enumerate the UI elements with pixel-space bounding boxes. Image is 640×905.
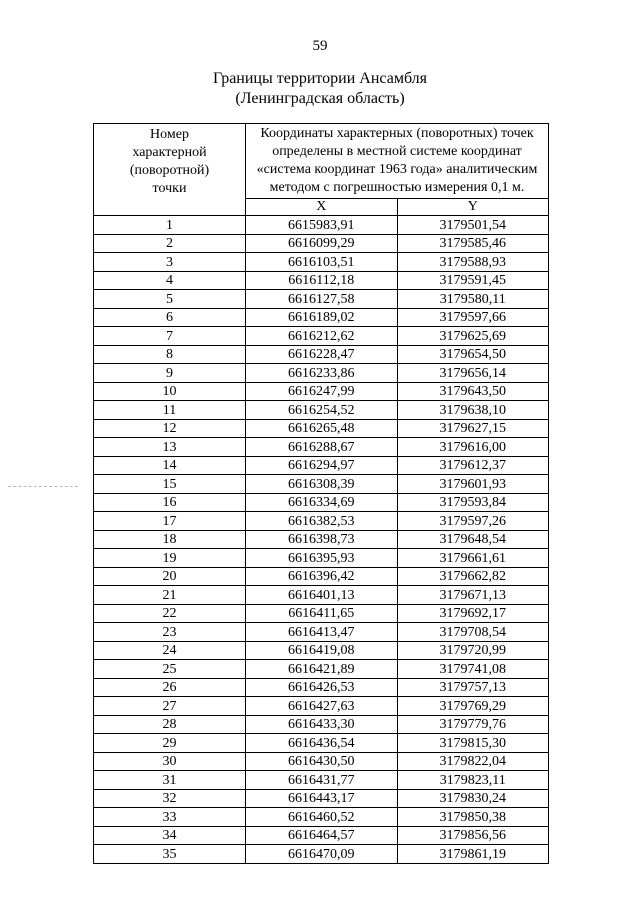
table-body bbox=[94, 216, 549, 864]
x-coordinate-cell: 6616411,65 bbox=[246, 605, 398, 623]
point-number-cell: 27 bbox=[94, 697, 246, 716]
point-number-cell: 28 bbox=[94, 716, 246, 734]
point-number-cell: 2 bbox=[94, 235, 246, 253]
point-number-cell: 14 bbox=[94, 457, 246, 475]
page-number: 59 bbox=[312, 38, 328, 54]
y-coordinate-cell: 3179597,26 bbox=[397, 512, 549, 531]
y-coordinate-cell: 3179648,54 bbox=[397, 531, 549, 549]
table-row bbox=[94, 623, 549, 642]
table-row bbox=[94, 716, 549, 734]
table-row bbox=[94, 642, 549, 660]
x-coordinate-cell: 6616228,47 bbox=[246, 346, 398, 364]
y-coordinate-cell: 3179591,45 bbox=[397, 272, 549, 290]
point-number-cell: 9 bbox=[94, 364, 246, 383]
point-number-cell: 30 bbox=[94, 753, 246, 771]
y-coordinate-cell: 3179501,54 bbox=[397, 216, 549, 235]
x-coordinate-cell: 6616233,86 bbox=[246, 364, 398, 383]
x-coordinate-cell: 6616464,57 bbox=[246, 827, 398, 845]
x-coordinate-cell: 6616288,67 bbox=[246, 438, 398, 457]
point-number-cell: 13 bbox=[94, 438, 246, 457]
point-number-cell: 8 bbox=[94, 346, 246, 364]
point-number-cell: 31 bbox=[94, 771, 246, 790]
x-coordinate-cell: 6616099,29 bbox=[246, 235, 398, 253]
point-number-cell: 25 bbox=[94, 660, 246, 679]
y-coordinate-cell: 3179597,66 bbox=[397, 309, 549, 327]
x-coordinate-cell: 6616413,47 bbox=[246, 623, 398, 642]
y-coordinate-cell: 3179815,30 bbox=[397, 734, 549, 753]
coordinates-table bbox=[93, 123, 549, 864]
table-row bbox=[94, 309, 549, 327]
y-coordinate-cell: 3179593,84 bbox=[397, 494, 549, 512]
table-row bbox=[94, 364, 549, 383]
header-number-line: точки bbox=[152, 181, 187, 196]
point-number-cell: 29 bbox=[94, 734, 246, 753]
x-coordinate-cell: 6616426,53 bbox=[246, 679, 398, 697]
y-coordinate-cell: 3179779,76 bbox=[397, 716, 549, 734]
y-coordinate-cell: 3179654,50 bbox=[397, 346, 549, 364]
table-row bbox=[94, 383, 549, 401]
point-number-cell: 32 bbox=[94, 790, 246, 808]
table-row bbox=[94, 605, 549, 623]
header-coordinates bbox=[246, 124, 549, 199]
table-row bbox=[94, 420, 549, 438]
header-coords-line: «система координат 1963 года» аналитическим bbox=[256, 162, 538, 177]
document-title bbox=[0, 69, 640, 109]
x-coordinate-cell: 6616189,02 bbox=[246, 309, 398, 327]
point-number-cell: 33 bbox=[94, 808, 246, 827]
x-coordinate-cell: 6616112,18 bbox=[246, 272, 398, 290]
y-coordinate-cell: 3179601,93 bbox=[397, 475, 549, 494]
point-number-cell: 18 bbox=[94, 531, 246, 549]
x-coordinate-cell: 6616308,39 bbox=[246, 475, 398, 494]
y-coordinate-cell: 3179612,37 bbox=[397, 457, 549, 475]
table-row bbox=[94, 438, 549, 457]
x-coordinate-cell: 6616398,73 bbox=[246, 531, 398, 549]
x-coordinate-cell: 6615983,91 bbox=[246, 216, 398, 235]
table-row bbox=[94, 568, 549, 586]
point-number-cell: 35 bbox=[94, 845, 246, 864]
table-row bbox=[94, 494, 549, 512]
x-coordinate-cell: 6616127,58 bbox=[246, 290, 398, 309]
y-coordinate-cell: 3179856,56 bbox=[397, 827, 549, 845]
y-coordinate-cell: 3179643,50 bbox=[397, 383, 549, 401]
table-row bbox=[94, 235, 549, 253]
table-row bbox=[94, 808, 549, 827]
table-row bbox=[94, 734, 549, 753]
y-coordinate-cell: 3179627,15 bbox=[397, 420, 549, 438]
x-coordinate-cell: 6616212,62 bbox=[246, 327, 398, 346]
x-coordinate-cell: 6616334,69 bbox=[246, 494, 398, 512]
x-coordinate-cell: 6616396,42 bbox=[246, 568, 398, 586]
point-number-cell: 6 bbox=[94, 309, 246, 327]
table-row bbox=[94, 457, 549, 475]
y-coordinate-cell: 3179708,54 bbox=[397, 623, 549, 642]
point-number-cell: 19 bbox=[94, 549, 246, 568]
point-number-cell: 23 bbox=[94, 623, 246, 642]
table-row bbox=[94, 401, 549, 420]
x-coordinate-cell: 6616382,53 bbox=[246, 512, 398, 531]
y-coordinate-cell: 3179625,69 bbox=[397, 327, 549, 346]
table-row bbox=[94, 697, 549, 716]
x-coordinate-cell: 6616443,17 bbox=[246, 790, 398, 808]
header-x: X bbox=[246, 199, 398, 216]
y-coordinate-cell: 3179741,08 bbox=[397, 660, 549, 679]
point-number-cell: 26 bbox=[94, 679, 246, 697]
table-row bbox=[94, 586, 549, 605]
table-row bbox=[94, 660, 549, 679]
point-number-cell: 17 bbox=[94, 512, 246, 531]
point-number-cell: 15 bbox=[94, 475, 246, 494]
table-row bbox=[94, 272, 549, 290]
y-coordinate-cell: 3179850,38 bbox=[397, 808, 549, 827]
table-row bbox=[94, 845, 549, 864]
y-coordinate-cell: 3179823,11 bbox=[397, 771, 549, 790]
header-point-number bbox=[94, 124, 246, 216]
table-row bbox=[94, 549, 549, 568]
y-coordinate-cell: 3179662,82 bbox=[397, 568, 549, 586]
y-coordinate-cell: 3179585,46 bbox=[397, 235, 549, 253]
table-row bbox=[94, 790, 549, 808]
y-coordinate-cell: 3179757,13 bbox=[397, 679, 549, 697]
point-number-cell: 4 bbox=[94, 272, 246, 290]
table-header-row bbox=[94, 124, 549, 199]
title-line-2: (Ленинградская область) bbox=[235, 90, 405, 107]
header-number-line: Номер bbox=[150, 127, 189, 142]
y-coordinate-cell: 3179822,04 bbox=[397, 753, 549, 771]
x-coordinate-cell: 6616254,52 bbox=[246, 401, 398, 420]
table-row bbox=[94, 753, 549, 771]
table-row bbox=[94, 346, 549, 364]
point-number-cell: 34 bbox=[94, 827, 246, 845]
point-number-cell: 10 bbox=[94, 383, 246, 401]
x-coordinate-cell: 6616247,99 bbox=[246, 383, 398, 401]
table-row bbox=[94, 290, 549, 309]
header-y: Y bbox=[397, 199, 549, 216]
point-number-cell: 20 bbox=[94, 568, 246, 586]
x-coordinate-cell: 6616470,09 bbox=[246, 845, 398, 864]
title-line-1: Границы территории Ансамбля bbox=[212, 70, 428, 87]
scan-artifact bbox=[8, 486, 78, 487]
x-coordinate-cell: 6616433,30 bbox=[246, 716, 398, 734]
x-coordinate-cell: 6616294,97 bbox=[246, 457, 398, 475]
header-coords-line: определены в местной системе координат bbox=[272, 144, 522, 159]
x-coordinate-cell: 6616103,51 bbox=[246, 253, 398, 272]
x-coordinate-cell: 6616436,54 bbox=[246, 734, 398, 753]
point-number-cell: 1 bbox=[94, 216, 246, 235]
table-row bbox=[94, 253, 549, 272]
table-row bbox=[94, 512, 549, 531]
table-row bbox=[94, 327, 549, 346]
x-coordinate-cell: 6616419,08 bbox=[246, 642, 398, 660]
x-coordinate-cell: 6616401,13 bbox=[246, 586, 398, 605]
header-coords-line: Координаты характерных (поворотных) точек bbox=[260, 126, 534, 141]
table-row bbox=[94, 827, 549, 845]
y-coordinate-cell: 3179580,11 bbox=[397, 290, 549, 309]
point-number-cell: 3 bbox=[94, 253, 246, 272]
y-coordinate-cell: 3179720,99 bbox=[397, 642, 549, 660]
y-coordinate-cell: 3179616,00 bbox=[397, 438, 549, 457]
x-coordinate-cell: 6616395,93 bbox=[246, 549, 398, 568]
point-number-cell: 24 bbox=[94, 642, 246, 660]
table-row bbox=[94, 679, 549, 697]
header-number-line: характерной bbox=[132, 145, 207, 160]
point-number-cell: 11 bbox=[94, 401, 246, 420]
y-coordinate-cell: 3179661,61 bbox=[397, 549, 549, 568]
x-coordinate-cell: 6616421,89 bbox=[246, 660, 398, 679]
y-coordinate-cell: 3179830,24 bbox=[397, 790, 549, 808]
x-coordinate-cell: 6616427,63 bbox=[246, 697, 398, 716]
point-number-cell: 5 bbox=[94, 290, 246, 309]
point-number-cell: 21 bbox=[94, 586, 246, 605]
x-coordinate-cell: 6616431,77 bbox=[246, 771, 398, 790]
y-coordinate-cell: 3179861,19 bbox=[397, 845, 549, 864]
point-number-cell: 16 bbox=[94, 494, 246, 512]
y-coordinate-cell: 3179656,14 bbox=[397, 364, 549, 383]
point-number-cell: 22 bbox=[94, 605, 246, 623]
y-coordinate-cell: 3179588,93 bbox=[397, 253, 549, 272]
point-number-cell: 7 bbox=[94, 327, 246, 346]
point-number-cell: 12 bbox=[94, 420, 246, 438]
y-coordinate-cell: 3179671,13 bbox=[397, 586, 549, 605]
header-coords-line: методом с погрешностью измерения 0,1 м. bbox=[269, 180, 525, 195]
table-row bbox=[94, 771, 549, 790]
y-coordinate-cell: 3179692,17 bbox=[397, 605, 549, 623]
x-coordinate-cell: 6616430,50 bbox=[246, 753, 398, 771]
x-coordinate-cell: 6616460,52 bbox=[246, 808, 398, 827]
y-coordinate-cell: 3179638,10 bbox=[397, 401, 549, 420]
table-row bbox=[94, 216, 549, 235]
y-coordinate-cell: 3179769,29 bbox=[397, 697, 549, 716]
table-row bbox=[94, 475, 549, 494]
header-number-line: (поворотной) bbox=[129, 163, 210, 178]
x-coordinate-cell: 6616265,48 bbox=[246, 420, 398, 438]
table-row bbox=[94, 531, 549, 549]
